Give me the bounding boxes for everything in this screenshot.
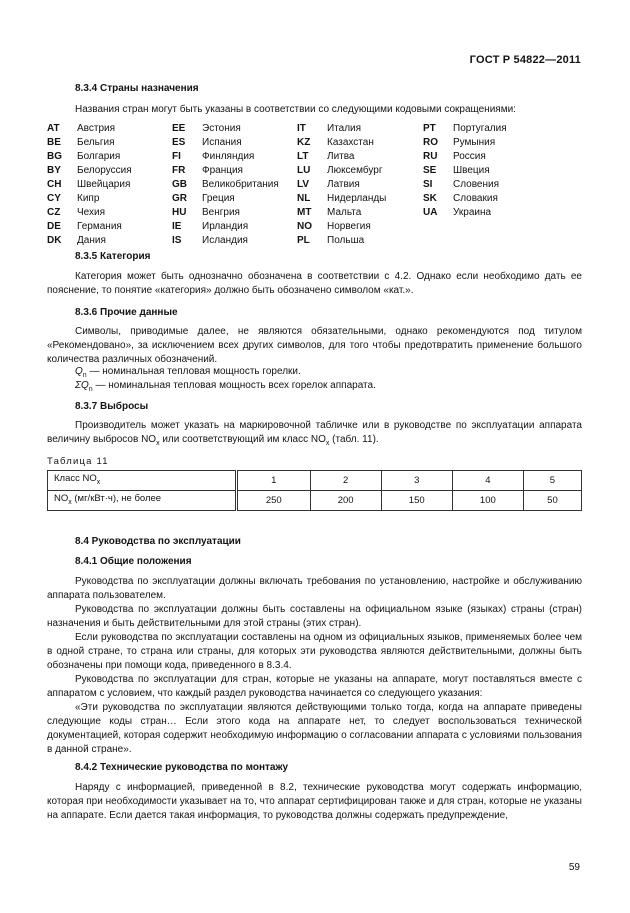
country-code: CY xyxy=(47,193,61,204)
country-name: Кипр xyxy=(77,193,100,204)
country-code: CZ xyxy=(47,207,61,218)
country-code: KZ xyxy=(297,137,311,148)
country-code: HU xyxy=(172,207,187,218)
table-cell: 5 xyxy=(523,471,581,491)
country-code: DK xyxy=(47,235,62,246)
page-number: 59 xyxy=(568,862,580,873)
country-code: SK xyxy=(423,193,437,204)
country-name: Словения xyxy=(453,179,500,190)
country-code: LT xyxy=(297,151,309,162)
country-name: Испания xyxy=(202,137,242,148)
country-code: EE xyxy=(172,123,186,134)
country-code: SI xyxy=(423,179,433,190)
paragraph-8-4-1-c: Если руководства по эксплуатации составлены на одном из официальных языков, применяемых более чем в одной стране, то страна или страны, для которых эти руководства являются действительными, должны быть обозначены при помощи кода, приведенного в 8.3.4. xyxy=(47,632,582,671)
table-cell-limit-label: $NO_x$ (мг/кВт·ч), не более xyxy=(48,491,237,511)
section-8-3-6-text: Символы, приводимые далее, не являются обязательными, однако рекомендуются под титулом «Рекомендовано», за исключением всех других символов, для того чтобы предотвратить применение большого количества различных обозначений. xyxy=(47,326,582,365)
country-code: BY xyxy=(47,165,61,176)
country-code: IS xyxy=(172,235,182,246)
country-code: NL xyxy=(297,193,311,204)
paragraph-8-4-2: Наряду с информацией, приведенной в 8.2, технические руководства могут содержать информацию, которая при необходимости указывает на то, что аппарат сертифицирован также и для стран, которые не указаны на аппарате. Если дается такая информация, то руководства должны содержать предупреждение, xyxy=(47,782,582,821)
table-cell: 3 xyxy=(381,471,452,491)
section-8-4-1-title: 8.4.1 Общие положения xyxy=(75,556,192,567)
country-name: Италия xyxy=(327,123,362,134)
country-code xyxy=(423,220,453,234)
section-8-3-4-title: 8.3.4 Страны назначения xyxy=(75,83,199,94)
country-name: Казахстан xyxy=(327,137,374,148)
country-code: CH xyxy=(47,179,62,190)
paragraph-8-4-1-a: Руководства по эксплуатации должны включать требования по установлению, настройке и обслуживанию аппарата пользователем. xyxy=(47,576,582,601)
paragraph-8-4-1-d: Руководства по эксплуатации для стран, которые не указаны на аппарате, могут поставляться вместе с аппаратом с условием, что каждый раздел руководства начинается со следующего указания: xyxy=(47,674,582,699)
table-cell: 50 xyxy=(523,491,581,511)
country-name: Норвегия xyxy=(327,221,371,232)
section-8-4-title: 8.4 Руководства по эксплуатации xyxy=(75,536,241,547)
country-code: BG xyxy=(47,151,62,162)
section-8-3-5-text: Категория может быть однозначно обозначена в соответствии с 4.2. Однако если необходимо дать ее пояснение, то понятие «категория» должно быть обозначено символом «кат.». xyxy=(47,271,582,296)
paragraph-8-4-1-b: Руководства по эксплуатации должны быть составлены на официальном языке (языках) страны (стран) назначения и быть действительными для этой страны (этих стран). xyxy=(47,604,582,629)
country-name: Дания xyxy=(77,235,106,246)
table-11 xyxy=(47,470,582,511)
country-name xyxy=(453,234,533,248)
country-name: Швеция xyxy=(453,165,490,176)
country-code: LU xyxy=(297,165,311,176)
country-code: UA xyxy=(423,207,438,218)
country-name: Чехия xyxy=(77,207,106,218)
country-code: NO xyxy=(297,221,312,232)
country-code: RU xyxy=(423,151,438,162)
table-cell: 250 xyxy=(237,491,311,511)
paragraph-8-4-1-quote: «Эти руководства по эксплуатации являются действующими только тогда, когда на аппарате приведены следующие коды стран… Если этого кода на аппарате нет, то следует воспользоваться технической документацией, которая содержит необходимую информацию о согласовании аппарата с условиями пользования в данной стране». xyxy=(47,702,582,755)
country-name: Нидерланды xyxy=(327,193,387,204)
country-name: Венгрия xyxy=(202,207,240,218)
country-name: Греция xyxy=(202,193,235,204)
country-name: Польша xyxy=(327,235,365,246)
country-code: BE xyxy=(47,137,61,148)
country-code: PL xyxy=(297,235,310,246)
country-name: Бельгия xyxy=(77,137,115,148)
country-name: Великобритания xyxy=(202,179,279,190)
country-name: Литва xyxy=(327,151,355,162)
country-code: AT xyxy=(47,123,60,134)
table-cell: 200 xyxy=(310,491,381,511)
country-code: SE xyxy=(423,165,437,176)
table-cell: 1 xyxy=(237,471,311,491)
country-name: Франция xyxy=(202,165,243,176)
country-name: Россия xyxy=(453,151,486,162)
country-code: MT xyxy=(297,207,312,218)
section-8-4-2-title: 8.4.2 Технические руководства по монтажу xyxy=(75,762,289,773)
section-8-3-7-title: 8.3.7 Выбросы xyxy=(75,401,149,412)
country-name: Люксембург xyxy=(327,165,383,176)
standard-header: ГОСТ Р 54822—2011 xyxy=(469,54,581,66)
country-codes-grid xyxy=(47,122,533,248)
country-name xyxy=(453,220,533,234)
table-cell: 4 xyxy=(452,471,523,491)
country-name: Словакия xyxy=(453,193,498,204)
country-code: PT xyxy=(423,123,436,134)
country-name: Исландия xyxy=(202,235,248,246)
table-cell: 100 xyxy=(452,491,523,511)
country-name: Латвия xyxy=(327,179,360,190)
table-11-caption: Таблица 11 xyxy=(47,456,109,467)
country-name: Ирландия xyxy=(202,221,249,232)
table-cell: 2 xyxy=(310,471,381,491)
table-row-classes xyxy=(48,471,582,491)
section-8-3-6-title: 8.3.6 Прочие данные xyxy=(75,307,178,318)
country-name: Швейцария xyxy=(77,179,131,190)
country-code: IT xyxy=(297,123,306,134)
country-code: DE xyxy=(47,221,61,232)
country-name: Украина xyxy=(453,207,492,218)
table-cell-class-label: Класс $NO_x$ xyxy=(48,471,237,491)
country-name: Мальта xyxy=(327,207,362,218)
table-cell: 150 xyxy=(381,491,452,511)
country-name: Португалия xyxy=(453,123,507,134)
country-name: Белоруссия xyxy=(77,165,132,176)
country-code: RO xyxy=(423,137,438,148)
country-code: GR xyxy=(172,193,187,204)
country-name: Эстония xyxy=(202,123,241,134)
country-name: Австрия xyxy=(77,123,116,134)
symbol-sum-qn-line: $\Sigma Q_n$ — номинальная тепловая мощность всех горелок аппарата. xyxy=(75,380,376,393)
country-name: Румыния xyxy=(453,137,496,148)
symbol-qn-line: $Q_n$ — номинальная тепловая мощность горелки. xyxy=(75,366,301,379)
country-code: ES xyxy=(172,137,186,148)
section-8-3-7-text: Производитель может указать на маркировочной табличке или в руководстве по эксплуатации аппарата величину выбросов $NO_x$ или соответствующий им класс $NO_x$ (табл. 11). xyxy=(47,420,582,447)
country-code: FI xyxy=(172,151,181,162)
country-code: GB xyxy=(172,179,187,190)
country-code: IE xyxy=(172,221,182,232)
section-8-3-5-title: 8.3.5 Категория xyxy=(75,251,151,262)
country-name: Болгария xyxy=(77,151,121,162)
country-code xyxy=(423,234,453,248)
country-name: Финляндия xyxy=(202,151,255,162)
country-code: LV xyxy=(297,179,310,190)
section-8-3-4-intro: Названия стран могут быть указаны в соответствии со следующими кодовыми сокращениями: xyxy=(75,104,516,115)
country-name: Германия xyxy=(77,221,122,232)
table-row-limits xyxy=(48,491,582,511)
country-code: FR xyxy=(172,165,186,176)
